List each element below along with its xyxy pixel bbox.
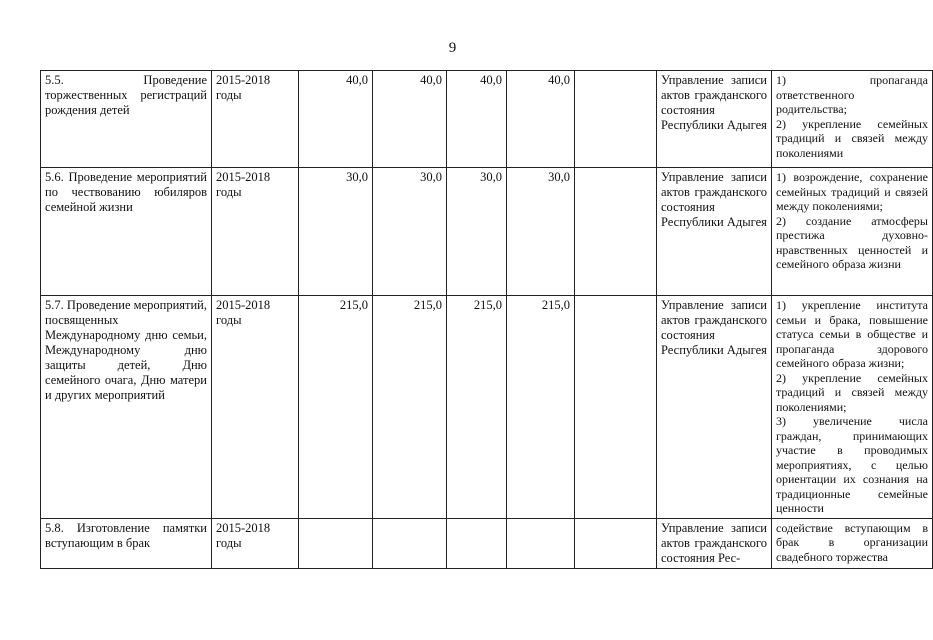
funding-value: [299, 518, 373, 568]
funding-value: [373, 518, 447, 568]
funding-value: 30,0: [447, 168, 507, 296]
result-item: 1) укрепление института семьи и брака, повышение статуса семьи в обществе и пропаганда здорового семейного образа жизни;: [776, 298, 928, 370]
result-item: 2) укрепление семейных традиций и связей между поколениями;: [776, 370, 928, 414]
funding-value: 30,0: [299, 168, 373, 296]
result-item: содействие вступающим в брак в организации свадебного торжества: [776, 520, 928, 564]
executor: Управление записи актов гражданского состояния Республики Адыгея: [657, 168, 772, 296]
measure-period: 2015-2018 годы: [212, 296, 299, 519]
executor: Управление записи актов гражданского состояния Республики Адыгея: [657, 71, 772, 168]
funding-value: [507, 518, 575, 568]
measures-table: [40, 70, 933, 569]
expected-results: [772, 168, 933, 296]
expected-results: [772, 296, 933, 519]
measure-name: 5.5. Проведение торжественных регистраций рождения детей: [41, 71, 212, 168]
empty-cell: [575, 518, 657, 568]
funding-value: [447, 518, 507, 568]
expected-results: [772, 518, 933, 568]
result-item: 1) возрождение, сохранение семейных традиций и связей между поколениями;: [776, 170, 928, 213]
measure-period: 2015-2018 годы: [212, 518, 299, 568]
empty-cell: [575, 168, 657, 296]
result-item: 2) создание атмосферы престижа духовно-нравственных ценностей и семейного образа жизни: [776, 213, 928, 271]
funding-value: 40,0: [507, 71, 575, 168]
page-number: 9: [448, 40, 457, 56]
table-row: [41, 168, 933, 296]
empty-cell: [575, 296, 657, 519]
executor: Управление записи актов гражданского состояния Рес-: [657, 518, 772, 568]
measure-period: 2015-2018 годы: [212, 71, 299, 168]
funding-value: 215,0: [299, 296, 373, 519]
funding-value: 215,0: [507, 296, 575, 519]
measure-name: 5.6. Проведение мероприятий по чествованию юбиляров семейной жизни: [41, 168, 212, 296]
funding-value: 40,0: [299, 71, 373, 168]
funding-value: 40,0: [447, 71, 507, 168]
table-row: [41, 71, 933, 168]
empty-cell: [575, 71, 657, 168]
result-item: 1) пропаганда ответственного родительства;: [776, 73, 928, 116]
funding-value: 40,0: [373, 71, 447, 168]
result-item: 3) увеличение числа граждан, принимающих участие в проводимых мероприятиях, с целью ориентации их сознания на традиционные семейные ценности: [776, 414, 928, 515]
funding-value: 30,0: [507, 168, 575, 296]
funding-value: 30,0: [373, 168, 447, 296]
measure-name: 5.7. Проведение мероприятий, посвященных Международному дню семьи, Международному дню защиты детей, Дню семейного очага, Дню матери и других мероприятий: [41, 296, 212, 519]
funding-value: 215,0: [373, 296, 447, 519]
table-row: [41, 296, 933, 519]
measure-name: 5.8. Изготовление памятки вступающим в брак: [41, 518, 212, 568]
measure-period: 2015-2018 годы: [212, 168, 299, 296]
funding-value: 215,0: [447, 296, 507, 519]
table-row: [41, 518, 933, 568]
result-item: 2) укрепление семейных традиций и связей между поколениями: [776, 116, 928, 160]
expected-results: [772, 71, 933, 168]
executor: Управление записи актов гражданского состояния Республики Адыгея: [657, 296, 772, 519]
